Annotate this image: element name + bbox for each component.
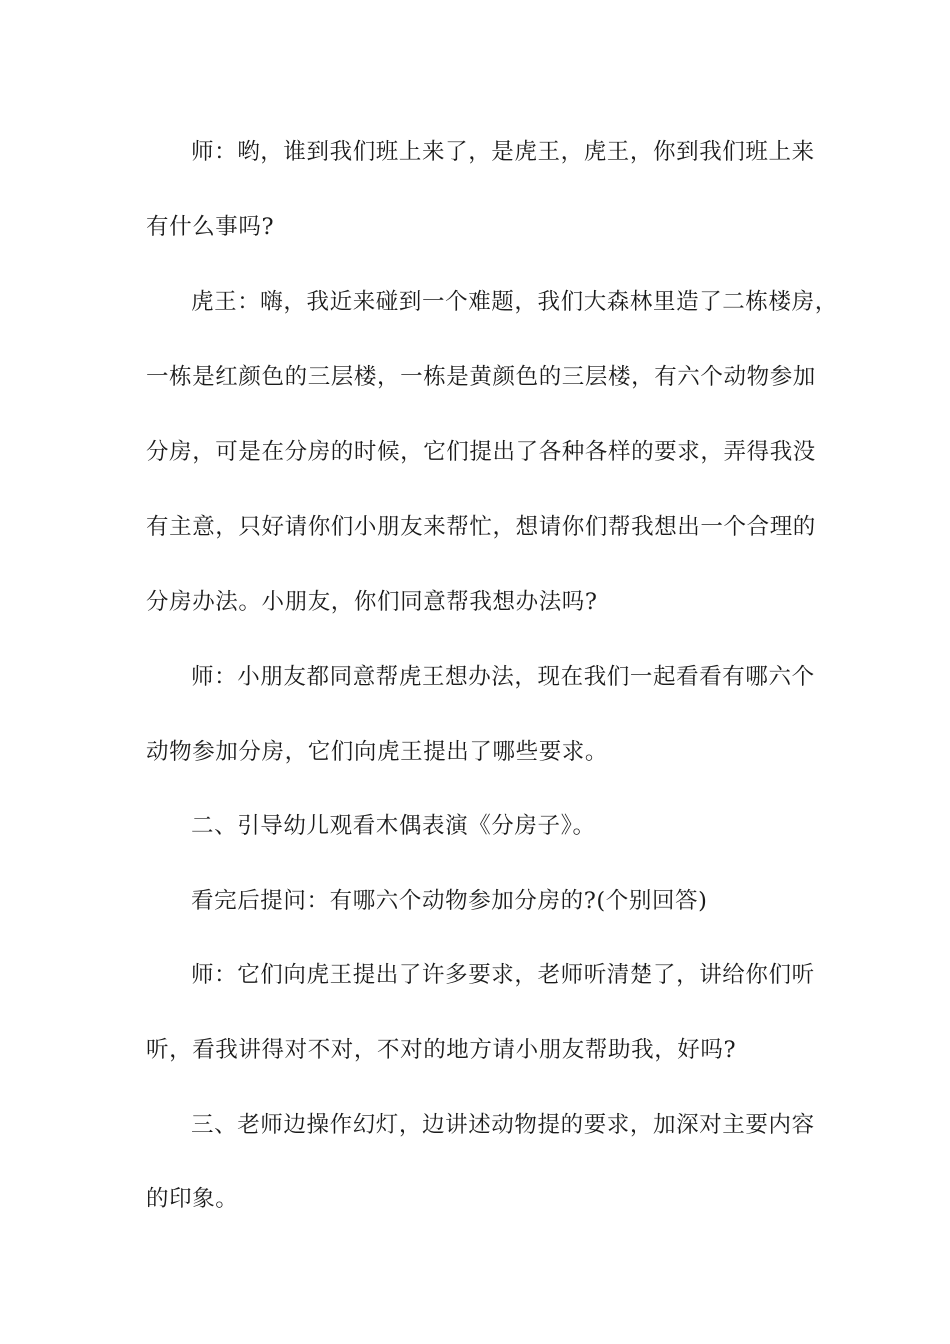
paragraph-line: 有什么事吗? xyxy=(146,214,275,240)
paragraph-line: 师：小朋友都同意帮虎王想办法，现在我们一起看看有哪六个 xyxy=(191,664,815,690)
paragraph-line: 分房办法。小朋友，你们同意帮我想办法吗? xyxy=(146,589,598,615)
paragraph-line: 一栋是红颜色的三层楼，一栋是黄颜色的三层楼，有六个动物参加 xyxy=(146,364,816,390)
paragraph-line: 看完后提问：有哪六个动物参加分房的?(个别回答) xyxy=(191,888,708,914)
paragraph-line: 听，看我讲得对不对，不对的地方请小朋友帮助我，好吗? xyxy=(146,1037,737,1063)
paragraph-line: 师：哟，谁到我们班上来了，是虎王，虎王，你到我们班上来 xyxy=(191,139,815,165)
paragraph-line: 有主意，只好请你们小朋友来帮忙，想请你们帮我想出一个合理的 xyxy=(146,514,816,540)
paragraph-line: 分房，可是在分房的时候，它们提出了各种各样的要求，弄得我没 xyxy=(146,439,816,465)
section-heading: 三、老师边操作幻灯，边讲述动物提的要求，加深对主要内容 xyxy=(191,1112,815,1138)
paragraph-line: 的印象。 xyxy=(146,1186,239,1212)
section-heading: 二、引导幼儿观看木偶表演《分房子》。 xyxy=(191,813,596,839)
paragraph-line: 师：它们向虎王提出了许多要求，老师听清楚了，讲给你们听 xyxy=(191,962,815,988)
paragraph-line: 动物参加分房，它们向虎王提出了哪些要求。 xyxy=(146,739,609,765)
paragraph-line: 虎王：嗨，我近来碰到一个难题，我们大森林里造了二栋楼房， xyxy=(191,289,838,315)
